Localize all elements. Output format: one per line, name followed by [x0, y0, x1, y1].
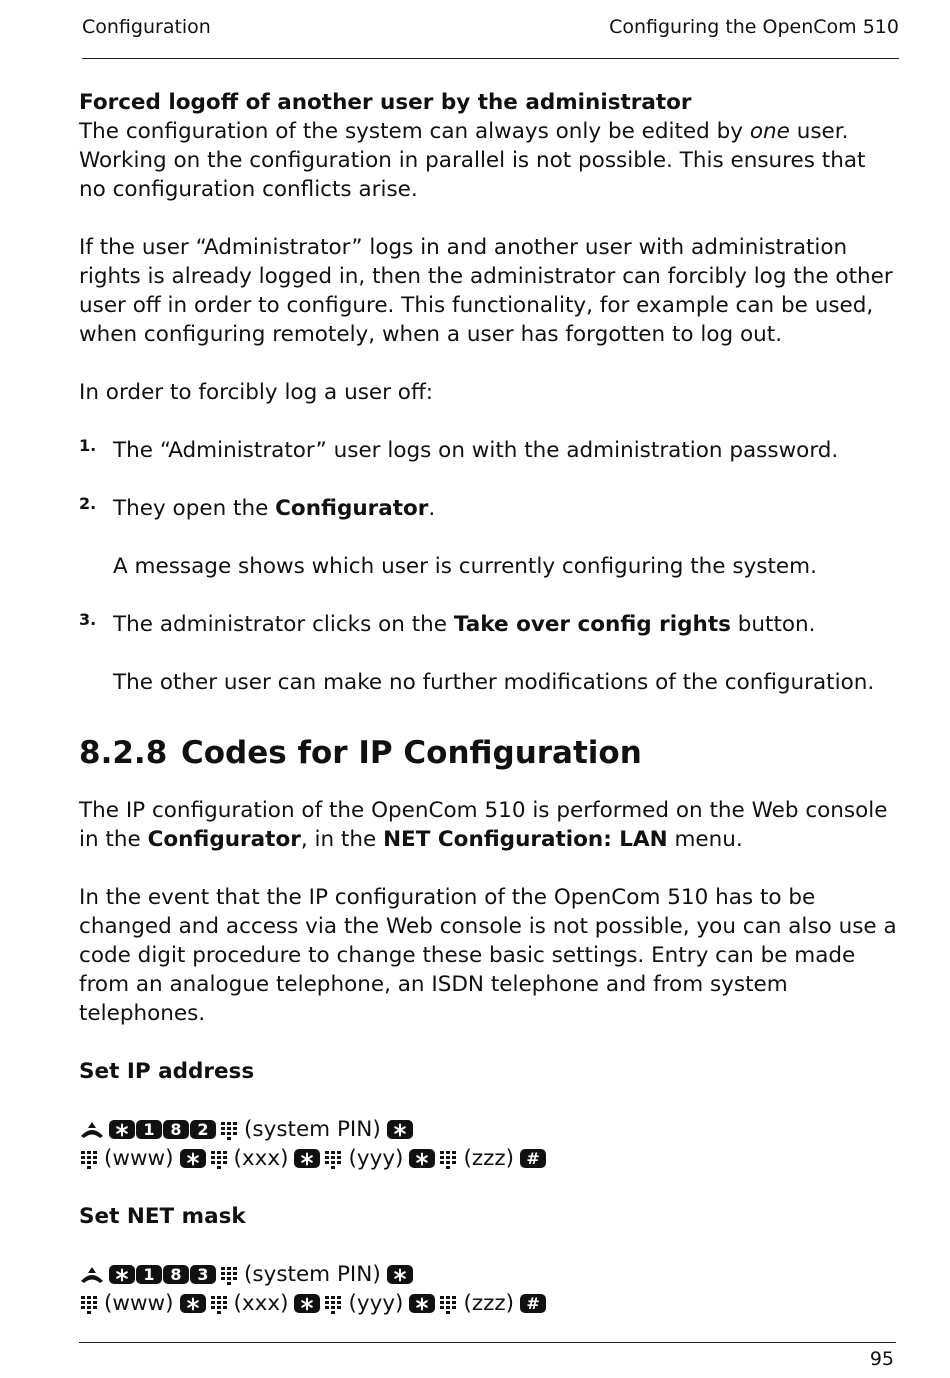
hash-key-icon: #: [520, 1149, 546, 1168]
ip-code-line-1: [79, 1115, 899, 1144]
configurator-label: Configurator: [275, 496, 429, 521]
yyy-label: (yyy): [348, 1291, 404, 1316]
section-number: 8.2.8: [79, 735, 168, 771]
digit-key: 1: [136, 1265, 162, 1284]
star-key-icon: [409, 1149, 435, 1168]
page-header: [82, 14, 899, 59]
step-3: 3. The administrator clicks on the Take over config rights button.: [79, 610, 816, 637]
page-content: [79, 88, 899, 1318]
step-1: 1. The “Administrator” user logs on with the administration password.: [79, 436, 839, 463]
digit-key: 2: [190, 1120, 216, 1139]
system-pin-label: (system PIN): [244, 1117, 381, 1142]
keypad-entry-icon: [79, 1149, 99, 1169]
step-number: 1.: [79, 436, 97, 455]
section-heading: [79, 733, 899, 773]
keypad-entry-icon: [219, 1265, 239, 1285]
step-number: 3.: [79, 610, 97, 629]
step-2: 2. They open the Configurator.: [79, 494, 436, 521]
keypad-entry-icon: [438, 1149, 458, 1169]
forced-logoff-heading: Forced logoff of another user by the administrator: [79, 90, 692, 115]
net-configuration-lan-label: NET Configuration: LAN: [383, 827, 668, 852]
keypad-entry-icon: [209, 1294, 229, 1314]
keypad-entry-icon: [209, 1149, 229, 1169]
zzz-label: (zzz): [463, 1291, 515, 1316]
www-label: (www): [104, 1291, 174, 1316]
digit-key: 3: [190, 1265, 216, 1284]
star-key-icon: [294, 1149, 320, 1168]
section-paragraph-1: The IP configuration of the OpenCom 510 is performed on the Web console in the Configurator, in the NET Configuration: LAN menu.: [79, 798, 888, 852]
keypad-entry-icon: [79, 1294, 99, 1314]
www-label: (www): [104, 1146, 174, 1171]
keypad-entry-icon: [219, 1120, 239, 1140]
mask-code-line-2: [79, 1289, 899, 1318]
forced-logoff-paragraph-2: If the user “Administrator” logs in and another user with administration rights is already logged in, then the administrator can forcibly log the other user off in order to configure. This functionality, for example can be used, when configuring remotely, when a user has forgotten to log out.: [79, 235, 893, 347]
ip-code-line-2: [79, 1144, 899, 1173]
star-key-icon: [109, 1120, 135, 1139]
header-chapter: Configuration: [82, 16, 211, 38]
header-section: Configuring the OpenCom 510: [609, 16, 899, 38]
handset-lift-icon: [79, 1120, 105, 1140]
forced-logoff-paragraph-1: The configuration of the system can always only be edited by one user. Working on the configuration in parallel is not possible. This ensures that no configuration conflicts arise.: [79, 119, 866, 202]
set-ip-address-heading: Set IP address: [79, 1059, 255, 1084]
set-net-mask-heading: Set NET mask: [79, 1204, 246, 1229]
digit-key: 8: [163, 1120, 189, 1139]
xxx-label: (xxx): [233, 1291, 289, 1316]
zzz-label: (zzz): [463, 1146, 515, 1171]
star-key-icon: [180, 1294, 206, 1313]
keypad-entry-icon: [323, 1149, 343, 1169]
emphasis-one: one: [749, 119, 790, 144]
keypad-entry-icon: [323, 1294, 343, 1314]
xxx-label: (xxx): [233, 1146, 289, 1171]
hash-key-icon: #: [520, 1294, 546, 1313]
digit-key: 1: [136, 1120, 162, 1139]
system-pin-label: (system PIN): [244, 1262, 381, 1287]
footer-rule: [79, 1342, 896, 1343]
star-key-icon: [409, 1294, 435, 1313]
forced-logoff-paragraph-3: In order to forcibly log a user off:: [79, 380, 434, 405]
star-key-icon: [180, 1149, 206, 1168]
mask-code-line-1: [79, 1260, 899, 1289]
keypad-entry-icon: [438, 1294, 458, 1314]
take-over-config-rights-label: Take over config rights: [453, 612, 731, 637]
section-paragraph-2: In the event that the IP configuration of the OpenCom 510 has to be changed and access via the Web console is not possible, you can also use a code digit procedure to change these basic settings. Entry can be made from an analogue telephone, an ISDN telephone and from system telephones.: [79, 885, 897, 1026]
handset-lift-icon: [79, 1265, 105, 1285]
star-key-icon: [387, 1265, 413, 1284]
page-number: 95: [869, 1348, 894, 1370]
yyy-label: (yyy): [348, 1146, 404, 1171]
section-title: Codes for IP Configuration: [181, 735, 642, 771]
digit-key: 8: [163, 1265, 189, 1284]
star-key-icon: [109, 1265, 135, 1284]
step-2-note: A message shows which user is currently configuring the system.: [113, 554, 817, 579]
step-3-note: The other user can make no further modifications of the configuration.: [113, 670, 875, 695]
star-key-icon: [294, 1294, 320, 1313]
step-number: 2.: [79, 494, 97, 513]
star-key-icon: [387, 1120, 413, 1139]
configurator-label: Configurator: [147, 827, 301, 852]
